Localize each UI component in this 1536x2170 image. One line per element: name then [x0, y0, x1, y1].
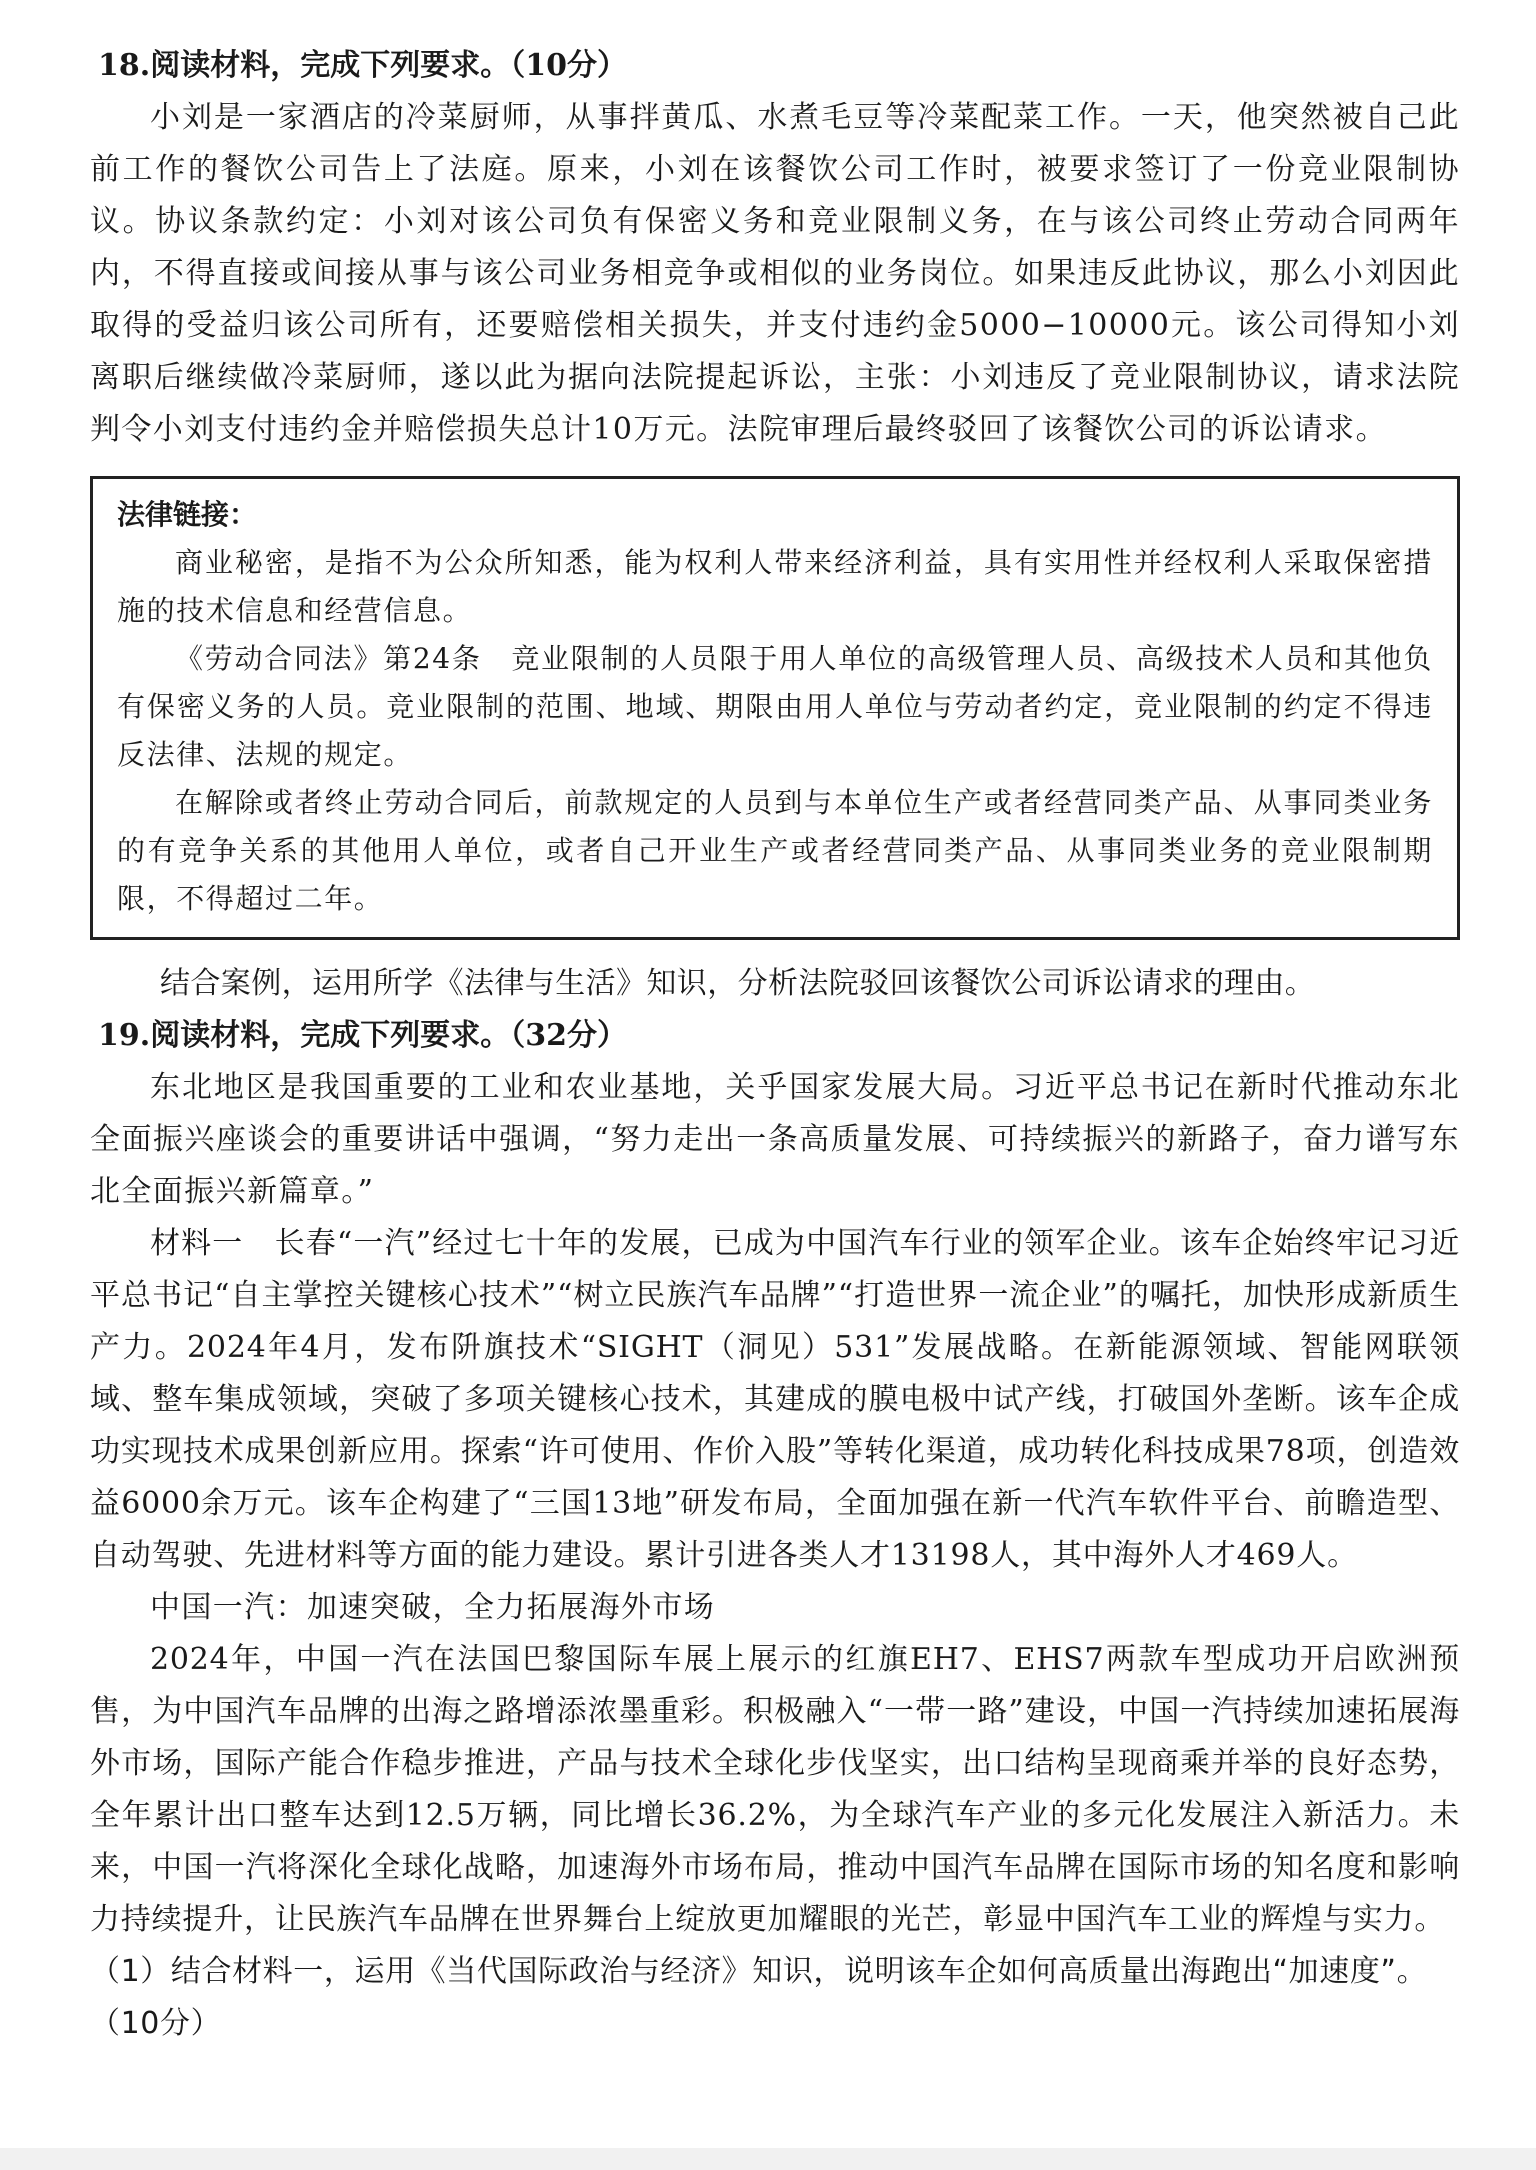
q19-material-1b: 2024年，中国一汽在法国巴黎国际车展上展示的红旗EH7、EHS7两款车型成功开启欧洲预售，为中国汽车品牌的出海之路增添浓墨重彩。积极融入“一带一路”建设，中国一汽持续加速拓展海外市场，国际产能合作稳步推进，产品与技术全球化步伐坚实，出口结构呈现商乘并举的良好态势，全年累计出口整车达到12.5万辆，同比增长36.2%，为全球汽车产业的多元化发展注入新活力。未来，中国一汽将深化全球化战略，加速海外市场布局，推动中国汽车品牌在国际市场的知名度和影响力持续提升，让民族汽车品牌在世界舞台上绽放更加耀眼的光芒，彰显中国汽车工业的辉煌与实力。 [90, 1642, 1461, 1937]
q19-material-1: 材料一 长春“一汽”经过七十年的发展，已成为中国汽车行业的领军企业。该车企始终牢记习近平总书记“自主掌控关键核心技术”“树立民族汽车品牌”“打造世界一流企业”的嘱托，加快形成新质生产力。2024年4月，发布阩旗技术“SIGHT（洞见）531”发展战略。在新能源领域、智能网联领域、整车集成领域，突破了多项关键核心技术，其建成的膜电极中试产线，打破国外垄断。该车企成功实现技术成果创新应用。探索“许可使用、作价入股”等转化渠道，成功转化科技成果78项，创造效益6000余万元。该车企构建了“三国13地”研发布局，全面加强在新一代汽车软件平台、前瞻造型、自动驾驶、先进材料等方面的能力建设。累计引进各类人才13198人，其中海外人才469人。 [90, 1226, 1460, 1573]
q19-intro: 东北地区是我国重要的工业和农业基地，关乎国家发展大局。习近平总书记在新时代推动东北全面振兴座谈会的重要讲话中强调，“努力走出一条高质量发展、可持续振兴的新路子，奋力谱写东北全面振兴新篇章。” [90, 1070, 1460, 1209]
law-link-trade-secret: 商业秘密，是指不为公众所知悉，能为权利人带来经济利益，具有实用性并经权利人采取保密措施的技术信息和经营信息。 [117, 546, 1433, 627]
exam-page [90, 40, 1460, 2050]
law-link-title: 法律链接： [117, 498, 258, 531]
q19-heading: 19.阅读材料，完成下列要求。（32分） [98, 1018, 627, 1053]
q18-task: 结合案例，运用所学《法律与生活》知识，分析法院驳回该餐饮公司诉讼请求的理由。 [160, 966, 1316, 1001]
q18-case-paragraph: 小刘是一家酒店的冷菜厨师，从事拌黄瓜、水煮毛豆等冷菜配菜工作。一天，他突然被自己此前工作的餐饮公司告上了法庭。原来，小刘在该餐饮公司工作时，被要求签订了一份竞业限制协议。协议条款约定：小刘对该公司负有保密义务和竞业限制义务，在与该公司终止劳动合同两年内，不得直接或间接从事与该公司业务相竞争或相似的业务岗位。如果违反此协议，那么小刘因此取得的受益归该公司所有，还要赔偿相关损失，并支付违约金5000−10000元。该公司得知小刘离职后继续做冷菜厨师，遂以此为据向法院提起诉讼，主张：小刘违反了竞业限制协议，请求法院判令小刘支付违约金并赔偿损失总计10万元。法院审理后最终驳回了该餐饮公司的诉讼请求。 [90, 100, 1460, 447]
q18-heading: 18.阅读材料，完成下列要求。（10分） [98, 48, 627, 83]
law-link-article-24: 《劳动合同法》第24条 竞业限制的人员限于用人单位的高级管理人员、高级技术人员和其他负有保密义务的人员。竞业限制的范围、地域、期限由用人单位与劳动者约定，竞业限制的约定不得违反法律、法规的规定。 [117, 642, 1433, 771]
q19-subtitle: 中国一汽：加速突破，全力拓展海外市场 [150, 1590, 716, 1625]
q19-subquestion-1: （1）结合材料一，运用《当代国际政治与经济》知识，说明该车企如何高质量出海跑出“加速度”。（10分） [90, 1954, 1428, 2041]
law-link-box [90, 476, 1460, 940]
page-bottom-edge [0, 2148, 1536, 2170]
law-link-article-24-term: 在解除或者终止劳动合同后，前款规定的人员到与本单位生产或者经营同类产品、从事同类业务的有竞争关系的其他用人单位，或者自己开业生产或者经营同类产品、从事同类业务的竞业限制期限，不得超过二年。 [117, 786, 1433, 915]
